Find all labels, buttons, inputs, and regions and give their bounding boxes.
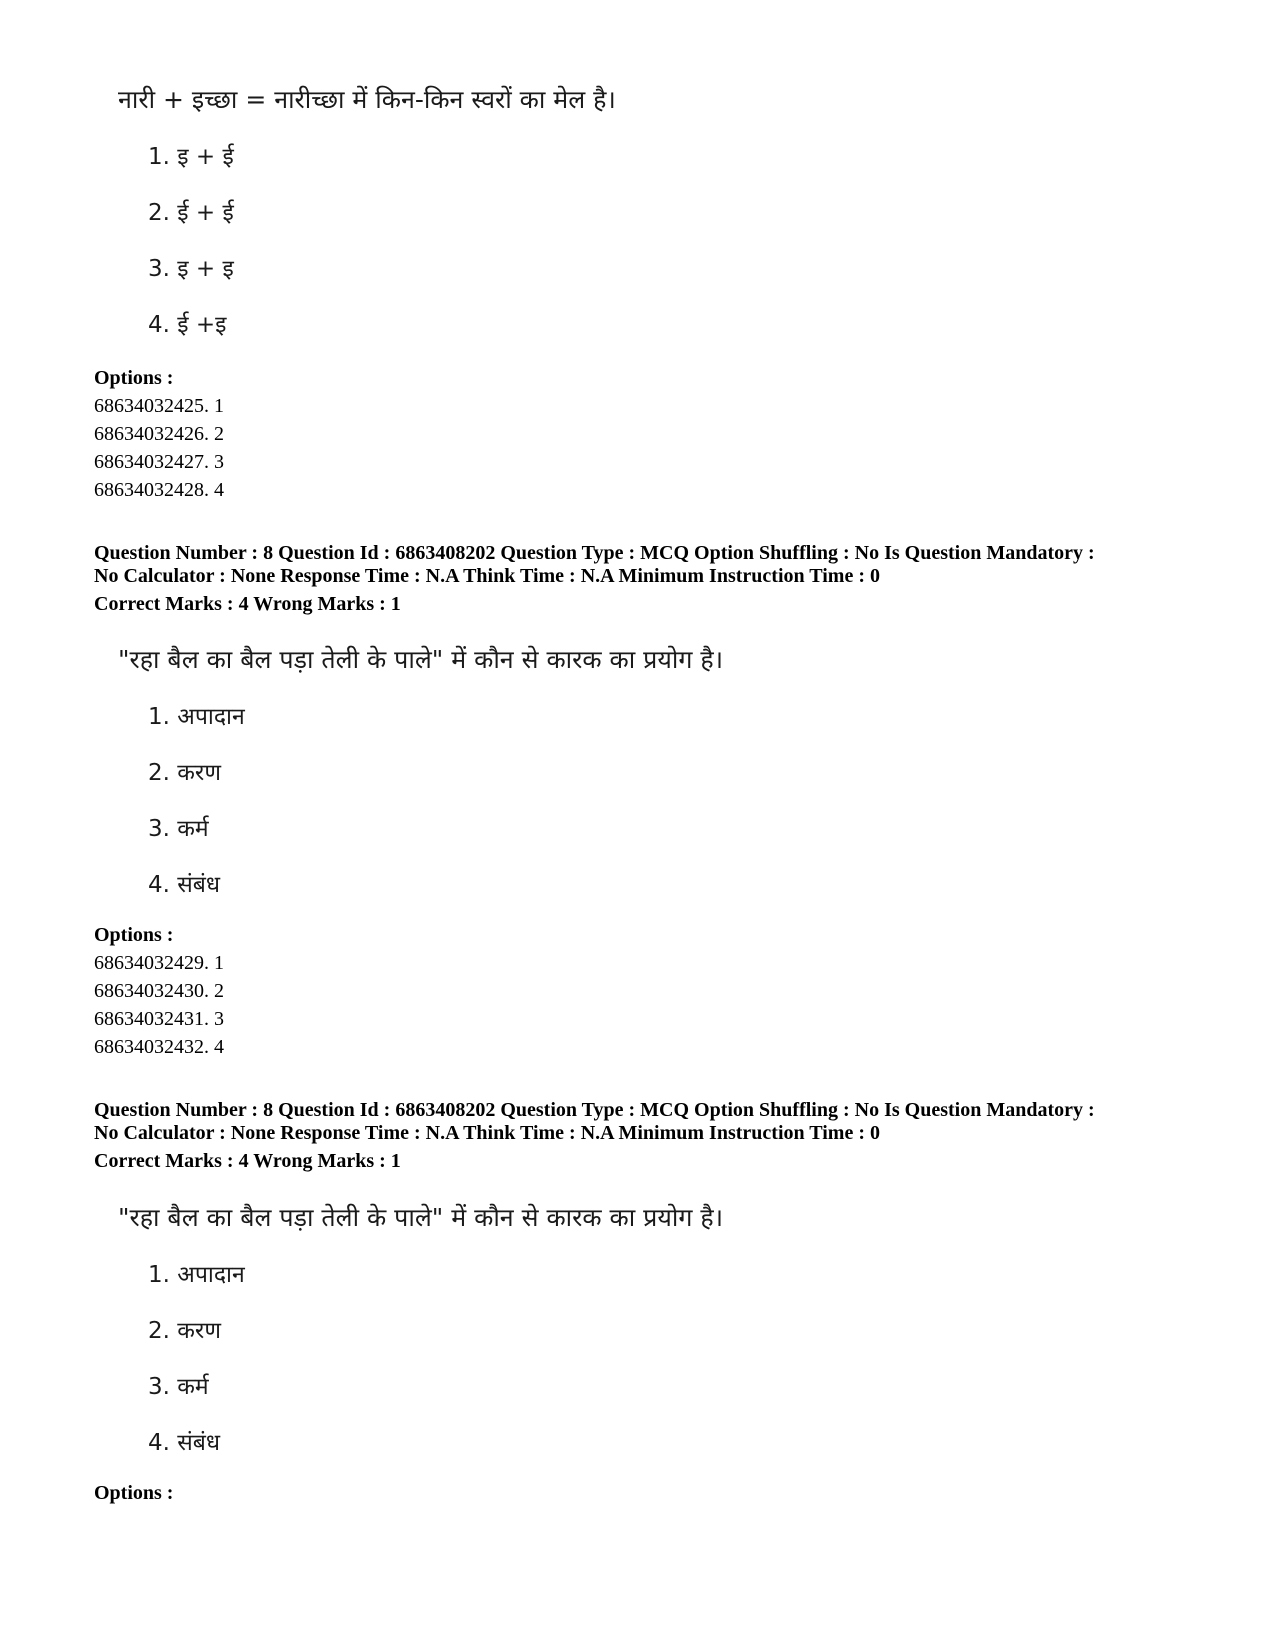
- choice-4: 4. संबंध: [148, 1430, 221, 1456]
- option-id-line: 68634032431. 3: [94, 1008, 224, 1030]
- choice-2: 2. करण: [148, 760, 221, 786]
- question-text: "रहा बैल का बैल पड़ा तेली के पाले" में कौन से कारक का प्रयोग है।: [118, 1203, 724, 1232]
- choice-2: 2. करण: [148, 1318, 221, 1344]
- question-meta-line: Question Number : 8 Question Id : 6863408202 Question Type : MCQ Option Shuffling : No Is Question Mandatory :: [94, 1099, 1095, 1121]
- option-id-line: 68634032426. 2: [94, 423, 224, 445]
- choice-3: 3. कर्म: [148, 1374, 209, 1400]
- option-id-line: 68634032432. 4: [94, 1036, 224, 1058]
- question-text: नारी + इच्छा = नारीच्छा में किन-किन स्वरों का मेल है।: [118, 85, 616, 114]
- option-id-line: 68634032430. 2: [94, 980, 224, 1002]
- question-image-1: [118, 85, 818, 338]
- choice-3: 3. इ + इ: [148, 256, 234, 282]
- option-id-line: 68634032427. 3: [94, 451, 224, 473]
- options-label: Options :: [94, 1482, 174, 1504]
- choice-1: 1. अपादान: [148, 704, 245, 730]
- marks-line: Correct Marks : 4 Wrong Marks : 1: [94, 1150, 401, 1172]
- question-text: "रहा बैल का बैल पड़ा तेली के पाले" में कौन से कारक का प्रयोग है।: [118, 645, 724, 674]
- choice-2: 2. ई + ई: [148, 200, 234, 226]
- question-meta-line: No Calculator : None Response Time : N.A Think Time : N.A Minimum Instruction Time : 0: [94, 565, 880, 587]
- option-id-line: 68634032428. 4: [94, 479, 224, 501]
- question-meta-line: No Calculator : None Response Time : N.A Think Time : N.A Minimum Instruction Time : 0: [94, 1122, 880, 1144]
- choice-1: 1. इ + ई: [148, 144, 234, 170]
- option-id-line: 68634032429. 1: [94, 952, 224, 974]
- question-meta-line: Question Number : 8 Question Id : 6863408202 Question Type : MCQ Option Shuffling : No Is Question Mandatory :: [94, 542, 1095, 564]
- question-image-2: [118, 645, 818, 898]
- choice-4: 4. संबंध: [148, 872, 221, 898]
- choice-1: 1. अपादान: [148, 1262, 245, 1288]
- option-id-line: 68634032425. 1: [94, 395, 224, 417]
- options-label: Options :: [94, 924, 174, 946]
- marks-line: Correct Marks : 4 Wrong Marks : 1: [94, 593, 401, 615]
- question-image-3: [118, 1203, 818, 1456]
- options-label: Options :: [94, 367, 174, 389]
- choice-3: 3. कर्म: [148, 816, 209, 842]
- choice-4: 4. ई +इ: [148, 312, 227, 338]
